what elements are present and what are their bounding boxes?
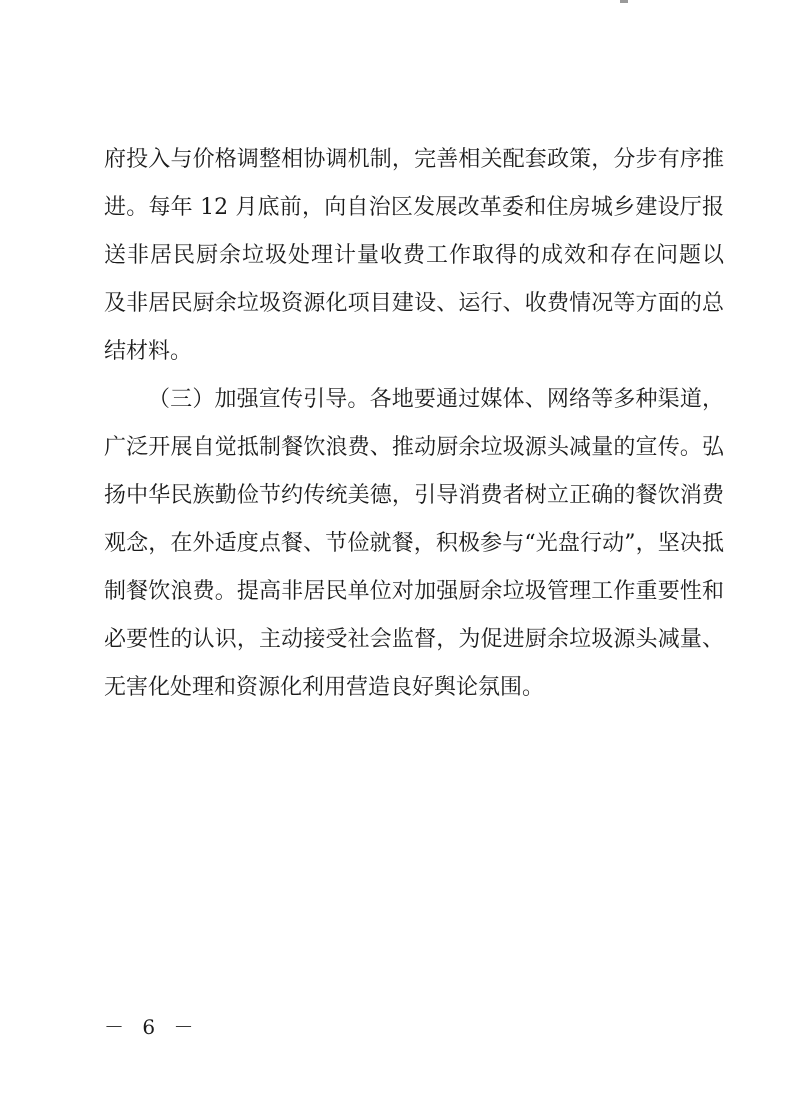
page-number: － 6 －	[104, 1015, 200, 1039]
text-line: 观念，在外适度点餐、节俭就餐，积极参与“光盘行动”，坚决抵	[104, 531, 724, 556]
text-line: 制餐饮浪费。提高非居民单位对加强厨余垃圾管理工作重要性和	[104, 579, 724, 604]
document-body	[104, 136, 724, 712]
text-line: 送非居民厨余垃圾处理计量收费工作取得的成效和存在问题以	[104, 243, 724, 268]
text-line: 扬中华民族勤俭节约传统美德，引导消费者树立正确的餐饮消费	[104, 483, 724, 508]
text-line: 无害化处理和资源化利用营造良好舆论氛围。	[104, 675, 545, 700]
text-line: 及非居民厨余垃圾资源化项目建设、运行、收费情况等方面的总	[104, 291, 724, 316]
text-line: 结材料。	[104, 339, 193, 364]
scan-edge-mark	[620, 0, 628, 3]
text-line: 广泛开展自觉抵制餐饮浪费、推动厨余垃圾源头减量的宣传。弘	[104, 435, 724, 460]
text-line: 必要性的认识，主动接受社会监督，为促进厨余垃圾源头减量、	[104, 627, 724, 652]
text-line: 府投入与价格调整相协调机制，完善相关配套政策，分步有序推	[104, 147, 724, 172]
text-line: （三）加强宣传引导。各地要通过媒体、网络等多种渠道，	[148, 387, 724, 412]
text-line: 进。每年 12 月底前，向自治区发展改革委和住房城乡建设厅报	[104, 195, 724, 220]
